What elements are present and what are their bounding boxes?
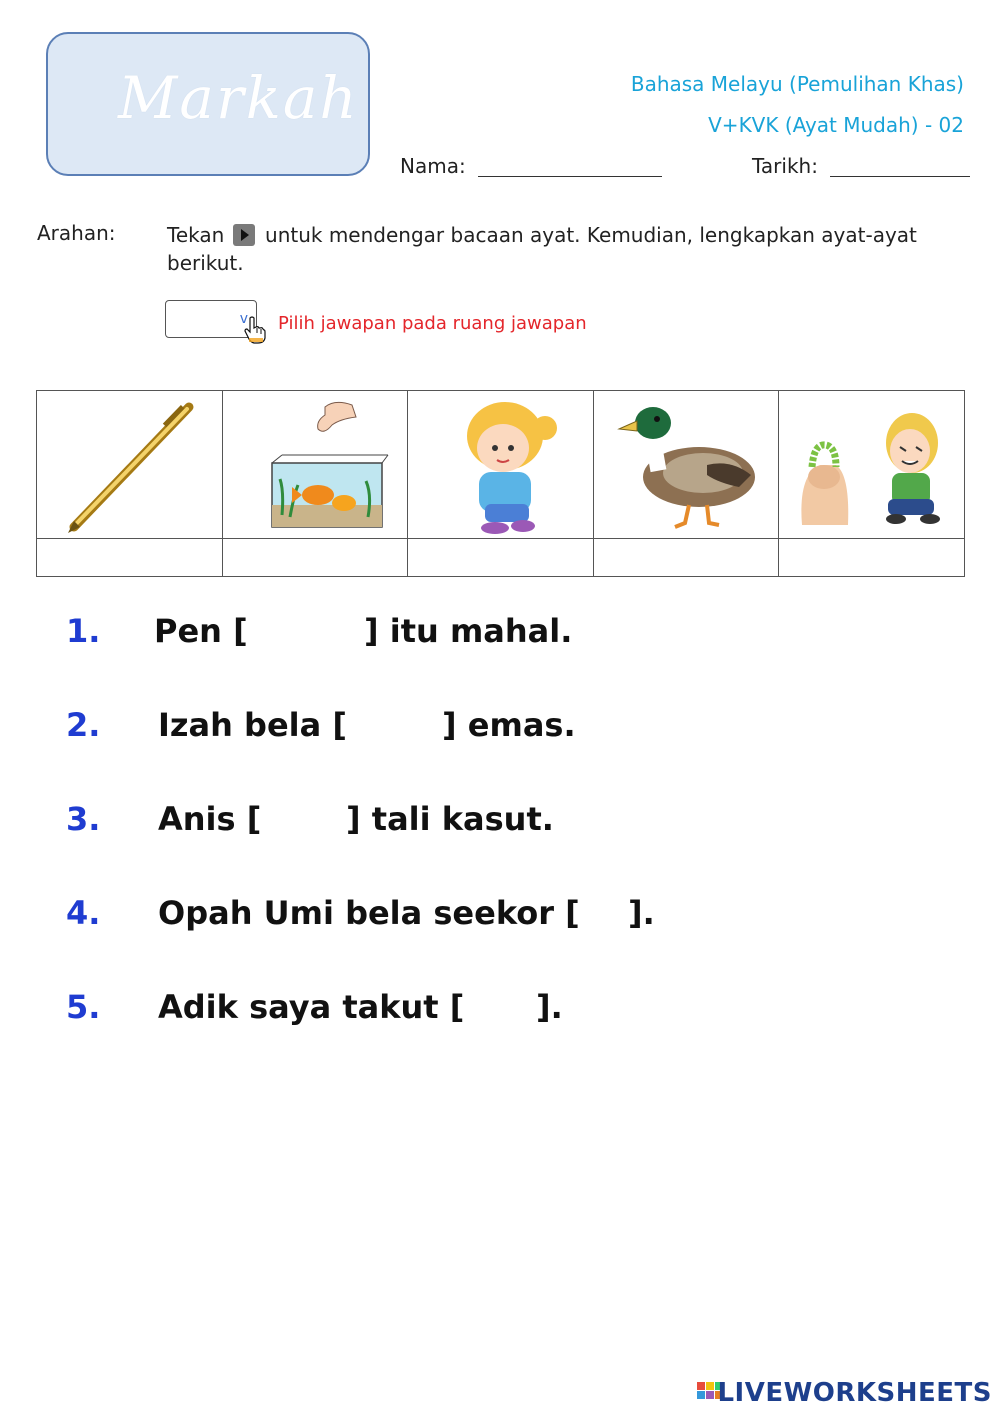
question-text-after: ] tali kasut. — [346, 800, 554, 838]
answer-cell[interactable] — [37, 539, 223, 577]
pen-image — [54, 395, 204, 535]
name-line — [478, 176, 662, 177]
question-text-before: Pen [ — [154, 612, 248, 650]
question-text-after: ] itu mahal. — [364, 612, 573, 650]
picture-cell — [593, 391, 779, 539]
date-line — [830, 176, 970, 177]
question-number: 2. — [66, 706, 101, 744]
name-label: Nama: — [400, 154, 466, 178]
answer-cell[interactable] — [593, 539, 779, 577]
score-label: Markah — [118, 64, 359, 132]
question-text-before: Anis [ — [158, 800, 262, 838]
caterpillar-scared-child-image — [792, 395, 952, 535]
date-label: Tarikh: — [752, 154, 818, 178]
play-icon[interactable] — [233, 224, 255, 246]
instruction-text — [167, 221, 957, 277]
chevron-down-icon: v — [239, 311, 248, 327]
question-text-after: ] emas. — [442, 706, 576, 744]
question-text-after: ]. — [536, 988, 563, 1026]
subject-title: Bahasa Melayu (Pemulihan Khas) — [630, 72, 964, 96]
picture-table — [36, 390, 965, 577]
question-number: 3. — [66, 800, 101, 838]
topic-title: V+KVK (Ayat Mudah) - 02 — [708, 113, 964, 137]
footer-brand[interactable]: LIVEWORKSHEETS — [717, 1378, 992, 1408]
question-number: 1. — [66, 612, 101, 650]
question-text-before: Adik saya takut [ — [158, 988, 465, 1026]
answer-cell[interactable] — [779, 539, 965, 577]
answer-cell[interactable] — [408, 539, 594, 577]
date-row — [752, 154, 970, 178]
pointer-hand-icon — [244, 316, 266, 344]
fish-tank-image — [240, 395, 390, 535]
picture-cell — [408, 391, 594, 539]
picture-cell — [37, 391, 223, 539]
question-number: 5. — [66, 988, 101, 1026]
question-text-before: Opah Umi bela seekor [ — [158, 894, 580, 932]
name-row — [400, 154, 662, 178]
duck-image — [611, 395, 761, 535]
picture-cell — [779, 391, 965, 539]
question-number: 4. — [66, 894, 101, 932]
instruction-before: Tekan — [167, 223, 225, 247]
picture-cell — [222, 391, 408, 539]
question-text-before: Izah bela [ — [158, 706, 347, 744]
score-box — [46, 32, 370, 176]
girl-tying-shoe-image — [425, 392, 575, 538]
question-text-after: ]. — [628, 894, 655, 932]
hint-text: Pilih jawapan pada ruang jawapan — [278, 313, 587, 334]
instruction-label: Arahan: — [37, 221, 116, 245]
answer-cell[interactable] — [222, 539, 408, 577]
instruction-after: untuk mendengar bacaan ayat. Kemudian, lengkapkan ayat-ayat berikut. — [167, 223, 917, 275]
